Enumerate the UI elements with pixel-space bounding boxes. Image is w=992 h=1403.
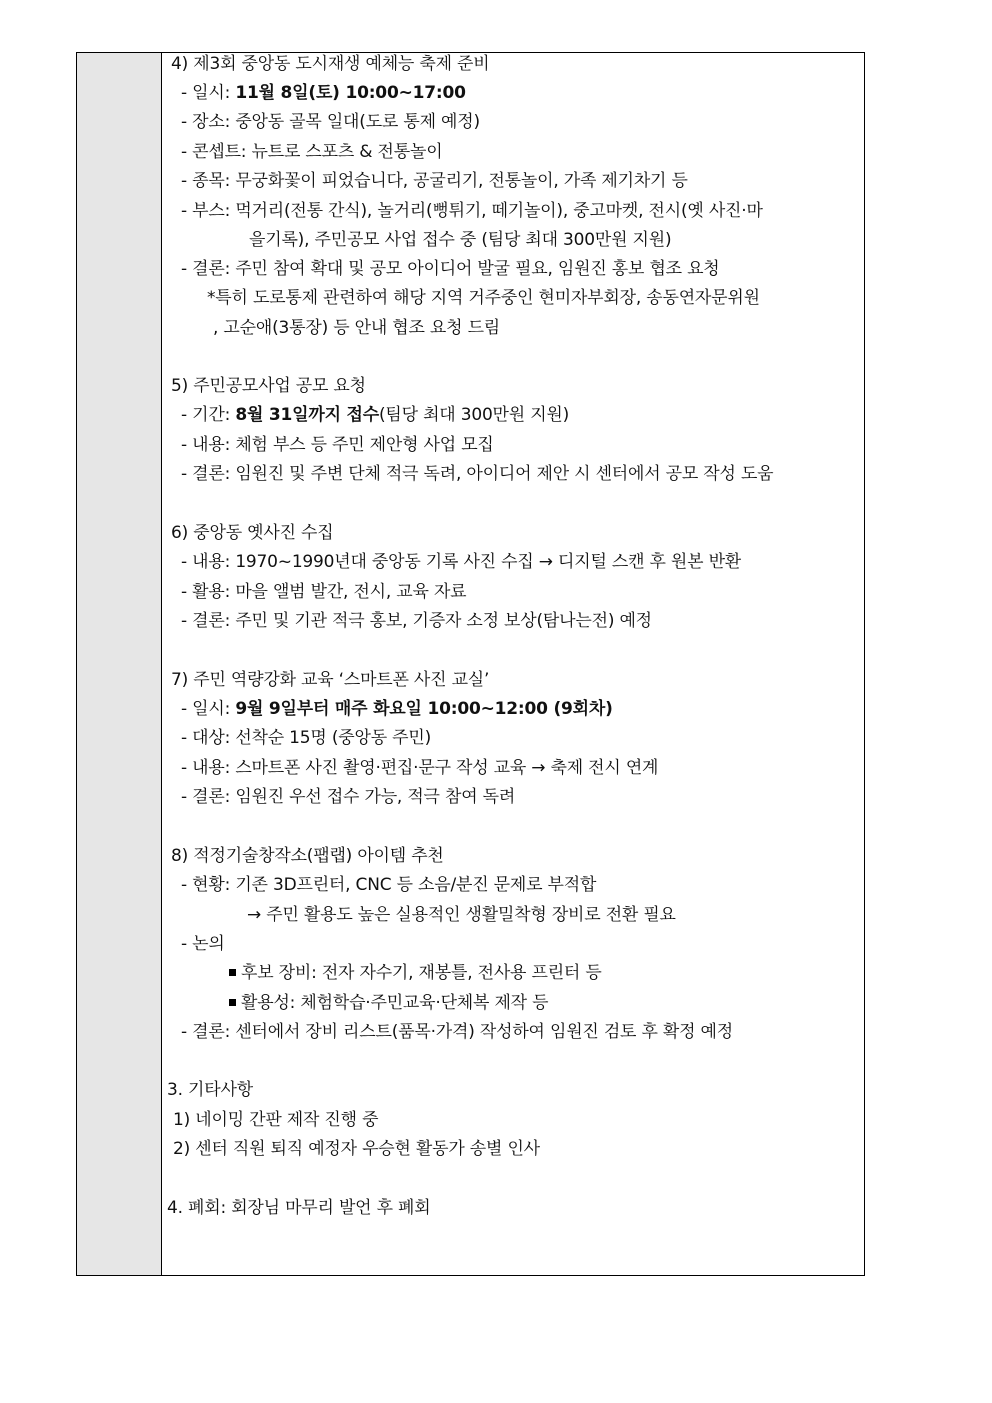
fablab-usability: 활용성: 체험학습·주민교육·단체복 제작 등: [229, 992, 864, 1014]
contest-conclusion: - 결론: 임원진 및 주변 단체 적극 독려, 아이디어 제안 시 센터에서 공모 작성 도움: [181, 464, 774, 484]
other-item-1: 1) 네이밍 간판 제작 진행 중: [173, 1110, 379, 1130]
minutes-content: [161, 53, 864, 1275]
section-6-heading: 6) 중앙동 옛사진 수집: [171, 523, 334, 543]
festival-booths-cont: 을기록), 주민공모 사업 접수 중 (팀당 최대 300만원 지원): [249, 230, 672, 250]
fablab-status: - 현황: 기존 3D프린터, CNC 등 소음/분진 문제로 부적합: [181, 875, 597, 895]
minutes-table: [76, 52, 865, 1276]
festival-note-cont: , 고순애(3통장) 등 안내 협조 요청 드림: [213, 318, 501, 338]
section-8-heading: 8) 적정기술창작소(팹랩) 아이템 추천: [171, 846, 444, 866]
square-bullet-icon: [229, 999, 236, 1006]
festival-events: - 종목: 무궁화꽃이 피었습니다, 공굴리기, 전통놀이, 가족 제기차기 등: [181, 171, 688, 191]
festival-concept: - 콘셉트: 뉴트로 스포츠 & 전통놀이: [181, 142, 443, 162]
fablab-candidate: 후보 장비: 전자 자수기, 재봉틀, 전사용 프린터 등: [229, 962, 864, 984]
photo-usage: - 활용: 마을 앨범 발간, 전시, 교육 자료: [181, 582, 467, 602]
contest-period: - 기간: 8월 31일까지 접수(팀당 최대 300만원 지원): [181, 405, 570, 425]
fablab-conclusion: - 결론: 센터에서 장비 리스트(품목·가격) 작성하여 임원진 검토 후 확정 예정: [181, 1022, 734, 1042]
closing-heading: 4. 폐회: 회장님 마무리 발언 후 폐회: [167, 1198, 431, 1218]
festival-place: - 장소: 중앙동 골목 일대(도로 통제 예정): [181, 112, 480, 132]
festival-date: - 일시: 11월 8일(토) 10:00~17:00: [181, 83, 466, 103]
festival-note: *특히 도로통제 관련하여 해당 지역 거주중인 현미자부회장, 송동연자문위원: [207, 288, 760, 308]
class-conclusion: - 결론: 임원진 우선 접수 가능, 적극 참여 독려: [181, 787, 516, 807]
photo-content: - 내용: 1970~1990년대 중앙동 기록 사진 수집 → 디지털 스캔 후 원본 반환: [181, 552, 742, 572]
section-other-heading: 3. 기타사항: [167, 1080, 253, 1100]
other-item-2: 2) 센터 직원 퇴직 예정자 우승현 활동가 송별 인사: [173, 1139, 540, 1159]
fablab-discussion: - 논의: [181, 934, 225, 954]
contest-content: - 내용: 체험 부스 등 주민 제안형 사업 모집: [181, 435, 494, 455]
square-bullet-icon: [229, 969, 236, 976]
class-date: - 일시: 9월 9일부터 매주 화요일 10:00~12:00 (9회차): [181, 699, 613, 719]
section-7-heading: 7) 주민 역량강화 교육 ‘스마트폰 사진 교실’: [171, 670, 490, 690]
festival-conclusion: - 결론: 주민 참여 확대 및 공모 아이디어 발굴 필요, 임원진 홍보 협조 요청: [181, 259, 720, 279]
section-5-heading: 5) 주민공모사업 공모 요청: [171, 376, 366, 396]
label-column: [77, 53, 162, 1275]
class-content: - 내용: 스마트폰 사진 촬영·편집·문구 작성 교육 → 축제 전시 연계: [181, 758, 659, 778]
class-target: - 대상: 선착순 15명 (중앙동 주민): [181, 728, 432, 748]
festival-booths: - 부스: 먹거리(전통 간식), 놀거리(뻥튀기, 떼기놀이), 중고마켓, 전시(옛 사진·마: [181, 201, 763, 221]
section-4-heading: 4) 제3회 중앙동 도시재생 예체능 축제 준비: [171, 54, 490, 74]
fablab-status-cont: → 주민 활용도 높은 실용적인 생활밀착형 장비로 전환 필요: [247, 905, 676, 925]
photo-conclusion: - 결론: 주민 및 기관 적극 홍보, 기증자 소정 보상(탐나는전) 예정: [181, 611, 652, 631]
